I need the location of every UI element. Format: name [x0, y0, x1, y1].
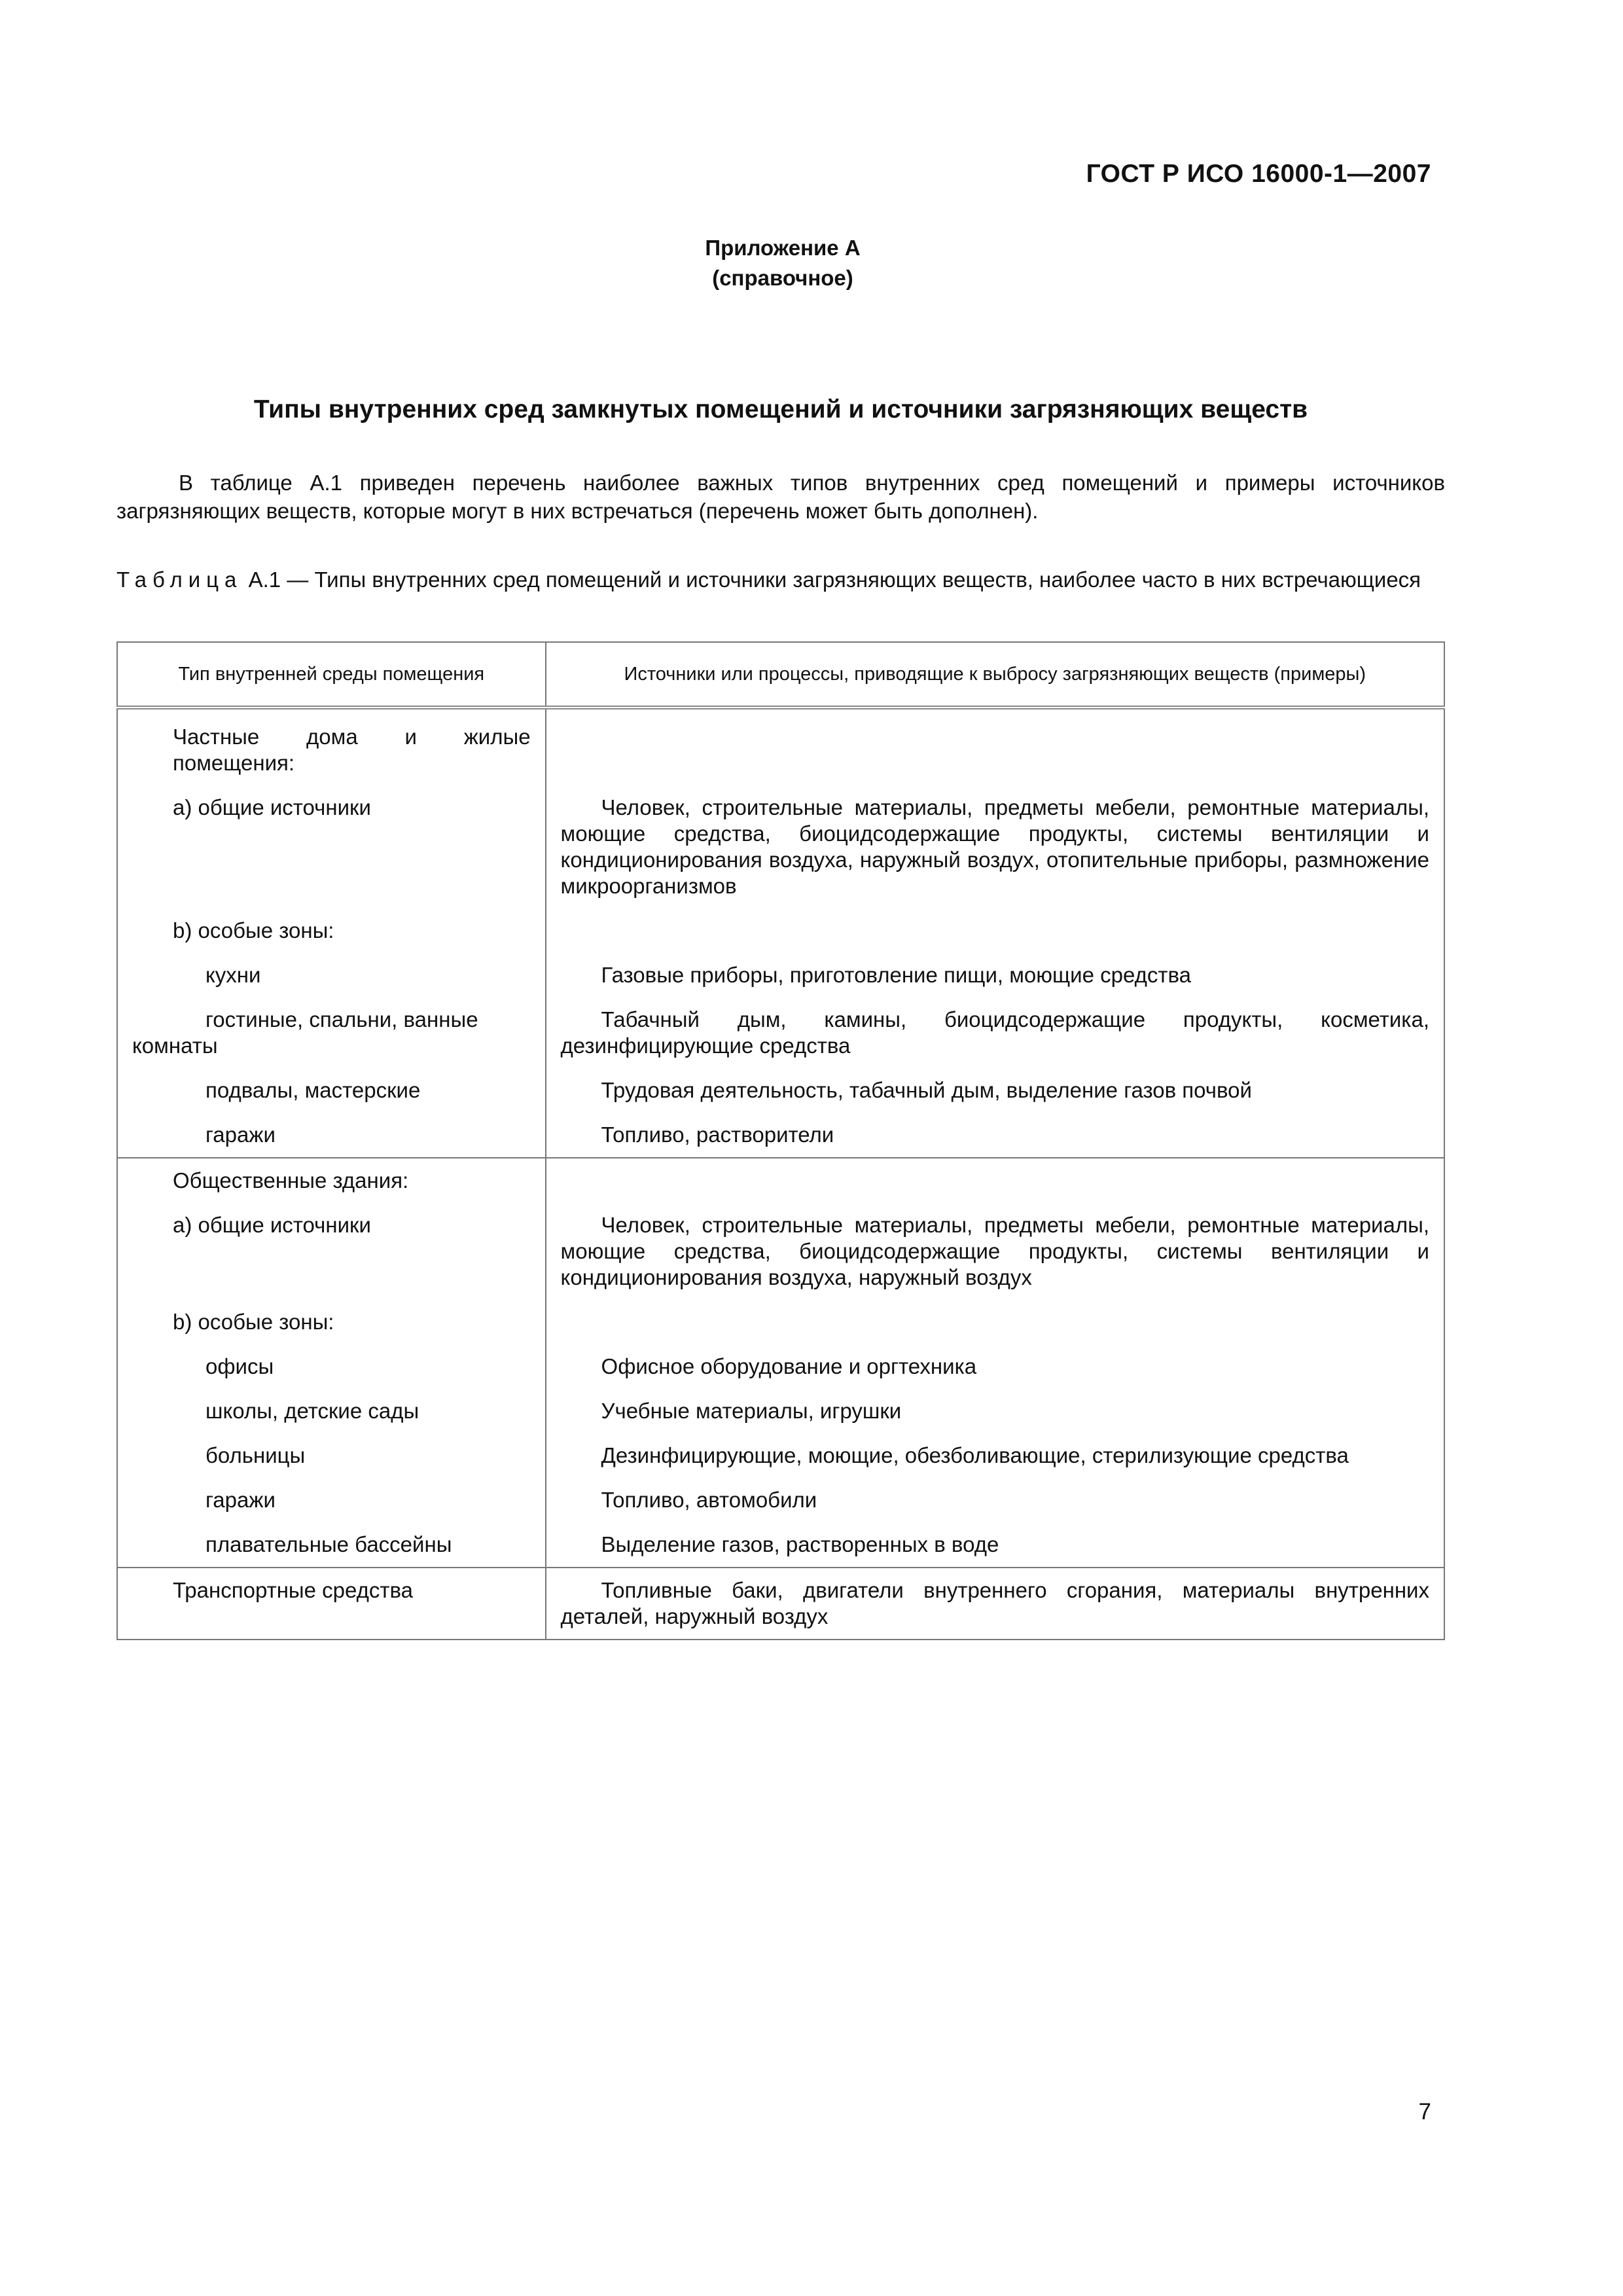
table-cell-type: подвалы, мастерские — [117, 1068, 546, 1113]
table-row — [117, 1203, 1444, 1300]
table-caption-number: А.1 — [248, 567, 281, 592]
table-cell-type: a) общие источники — [117, 1203, 546, 1300]
table-row — [117, 1344, 1444, 1389]
table-cell-sources: Выделение газов, растворенных в воде — [546, 1522, 1444, 1568]
page-number: 7 — [1418, 2099, 1431, 2125]
table-cell-sources: Человек, строительные материалы, предметы мебели, ремонтные материалы, моющие средства, биоцидсодержащие продукты, системы вентиляции и кондиционирования воздуха, наружный воздух — [546, 1203, 1444, 1300]
table-cell-sources — [546, 908, 1444, 953]
table-cell-type: Общественные здания: — [117, 1158, 546, 1203]
appendix-subtitle: (справочное) — [712, 266, 853, 290]
table-cell-sources: Газовые приборы, приготовление пищи, моющие средства — [546, 953, 1444, 997]
appendix-title-block — [0, 233, 1565, 293]
table-cell-type: гаражи — [117, 1478, 546, 1522]
table-cell-sources — [546, 1300, 1444, 1344]
table-caption-text: — Типы внутренних сред помещений и источники загрязняющих веществ, наиболее часто в них встречающиеся — [287, 567, 1421, 592]
table-row — [117, 1158, 1444, 1203]
table-row — [117, 953, 1444, 997]
table-cell-sources — [546, 1158, 1444, 1203]
table-row — [117, 1389, 1444, 1433]
table-row — [117, 997, 1444, 1068]
section-heading: Типы внутренних сред замкнутых помещений и источники загрязняющих веществ — [253, 395, 1308, 423]
table-row — [117, 1300, 1444, 1344]
table-row — [117, 785, 1444, 908]
table-cell-type: b) особые зоны: — [117, 908, 546, 953]
pollutant-sources-table — [116, 641, 1445, 1640]
table-cell-sources: Дезинфицирующие, моющие, обезболивающие, стерилизующие средства — [546, 1433, 1444, 1478]
table-cell-type: плавательные бассейны — [117, 1522, 546, 1568]
table-cell-type: кухни — [117, 953, 546, 997]
column-header-type: Тип внутренней среды помещения — [117, 642, 546, 708]
table-cell-type: офисы — [117, 1344, 546, 1389]
table-cell-type: гаражи — [117, 1113, 546, 1158]
table-caption-label: Таблица — [116, 567, 243, 592]
table-cell-sources: Топливо, автомобили — [546, 1478, 1444, 1522]
table-cell-sources: Человек, строительные материалы, предметы мебели, ремонтные материалы, моющие средства, биоцидсодержащие продукты, системы вентиляции и кондиционирования воздуха, наружный воздух, отопительные приборы, размножение микроорганизмов — [546, 785, 1444, 908]
table-cell-sources: Учебные материалы, игрушки — [546, 1389, 1444, 1433]
table-cell-sources — [546, 708, 1444, 785]
table-row — [117, 708, 1444, 785]
table-row — [117, 1068, 1444, 1113]
table-row — [117, 1478, 1444, 1522]
table-cell-sources: Топливо, растворители — [546, 1113, 1444, 1158]
table-cell-sources: Трудовая деятельность, табачный дым, выделение газов почвой — [546, 1068, 1444, 1113]
table-cell-sources: Табачный дым, камины, биоцидсодержащие продукты, косметика, дезинфицирующие средства — [546, 997, 1444, 1068]
table-row — [117, 1433, 1444, 1478]
table-row — [117, 1568, 1444, 1640]
column-header-sources: Источники или процессы, приводящие к выбросу загрязняющих веществ (примеры) — [546, 642, 1444, 708]
table-cell-type: школы, детские сады — [117, 1389, 546, 1433]
table-row — [117, 1522, 1444, 1568]
table-header-row — [117, 642, 1444, 708]
table-cell-type: Транспортные средства — [117, 1568, 546, 1640]
table-cell-sources: Топливные баки, двигатели внутреннего сгорания, материалы внутренних деталей, наружный воздух — [546, 1568, 1444, 1640]
table-cell-type: гостиные, спальни, ванные комнаты — [117, 997, 546, 1068]
intro-paragraph: В таблице А.1 приведен перечень наиболее важных типов внутренних сред помещений и примеры источников загрязняющих веществ, которые могут в них встречаться (перечень может быть дополнен). — [116, 471, 1445, 523]
document-code: ГОСТ Р ИСО 16000-1—2007 — [1086, 160, 1431, 188]
table-cell-type: b) особые зоны: — [117, 1300, 546, 1344]
table-caption — [116, 565, 1445, 594]
table-row — [117, 908, 1444, 953]
table-cell-sources: Офисное оборудование и оргтехника — [546, 1344, 1444, 1389]
table-cell-type: a) общие источники — [117, 785, 546, 908]
table-row — [117, 1113, 1444, 1158]
table-cell-type: больницы — [117, 1433, 546, 1478]
table-cell-type: Частные дома и жилые помещения: — [117, 708, 546, 785]
appendix-title: Приложение А — [705, 236, 861, 260]
